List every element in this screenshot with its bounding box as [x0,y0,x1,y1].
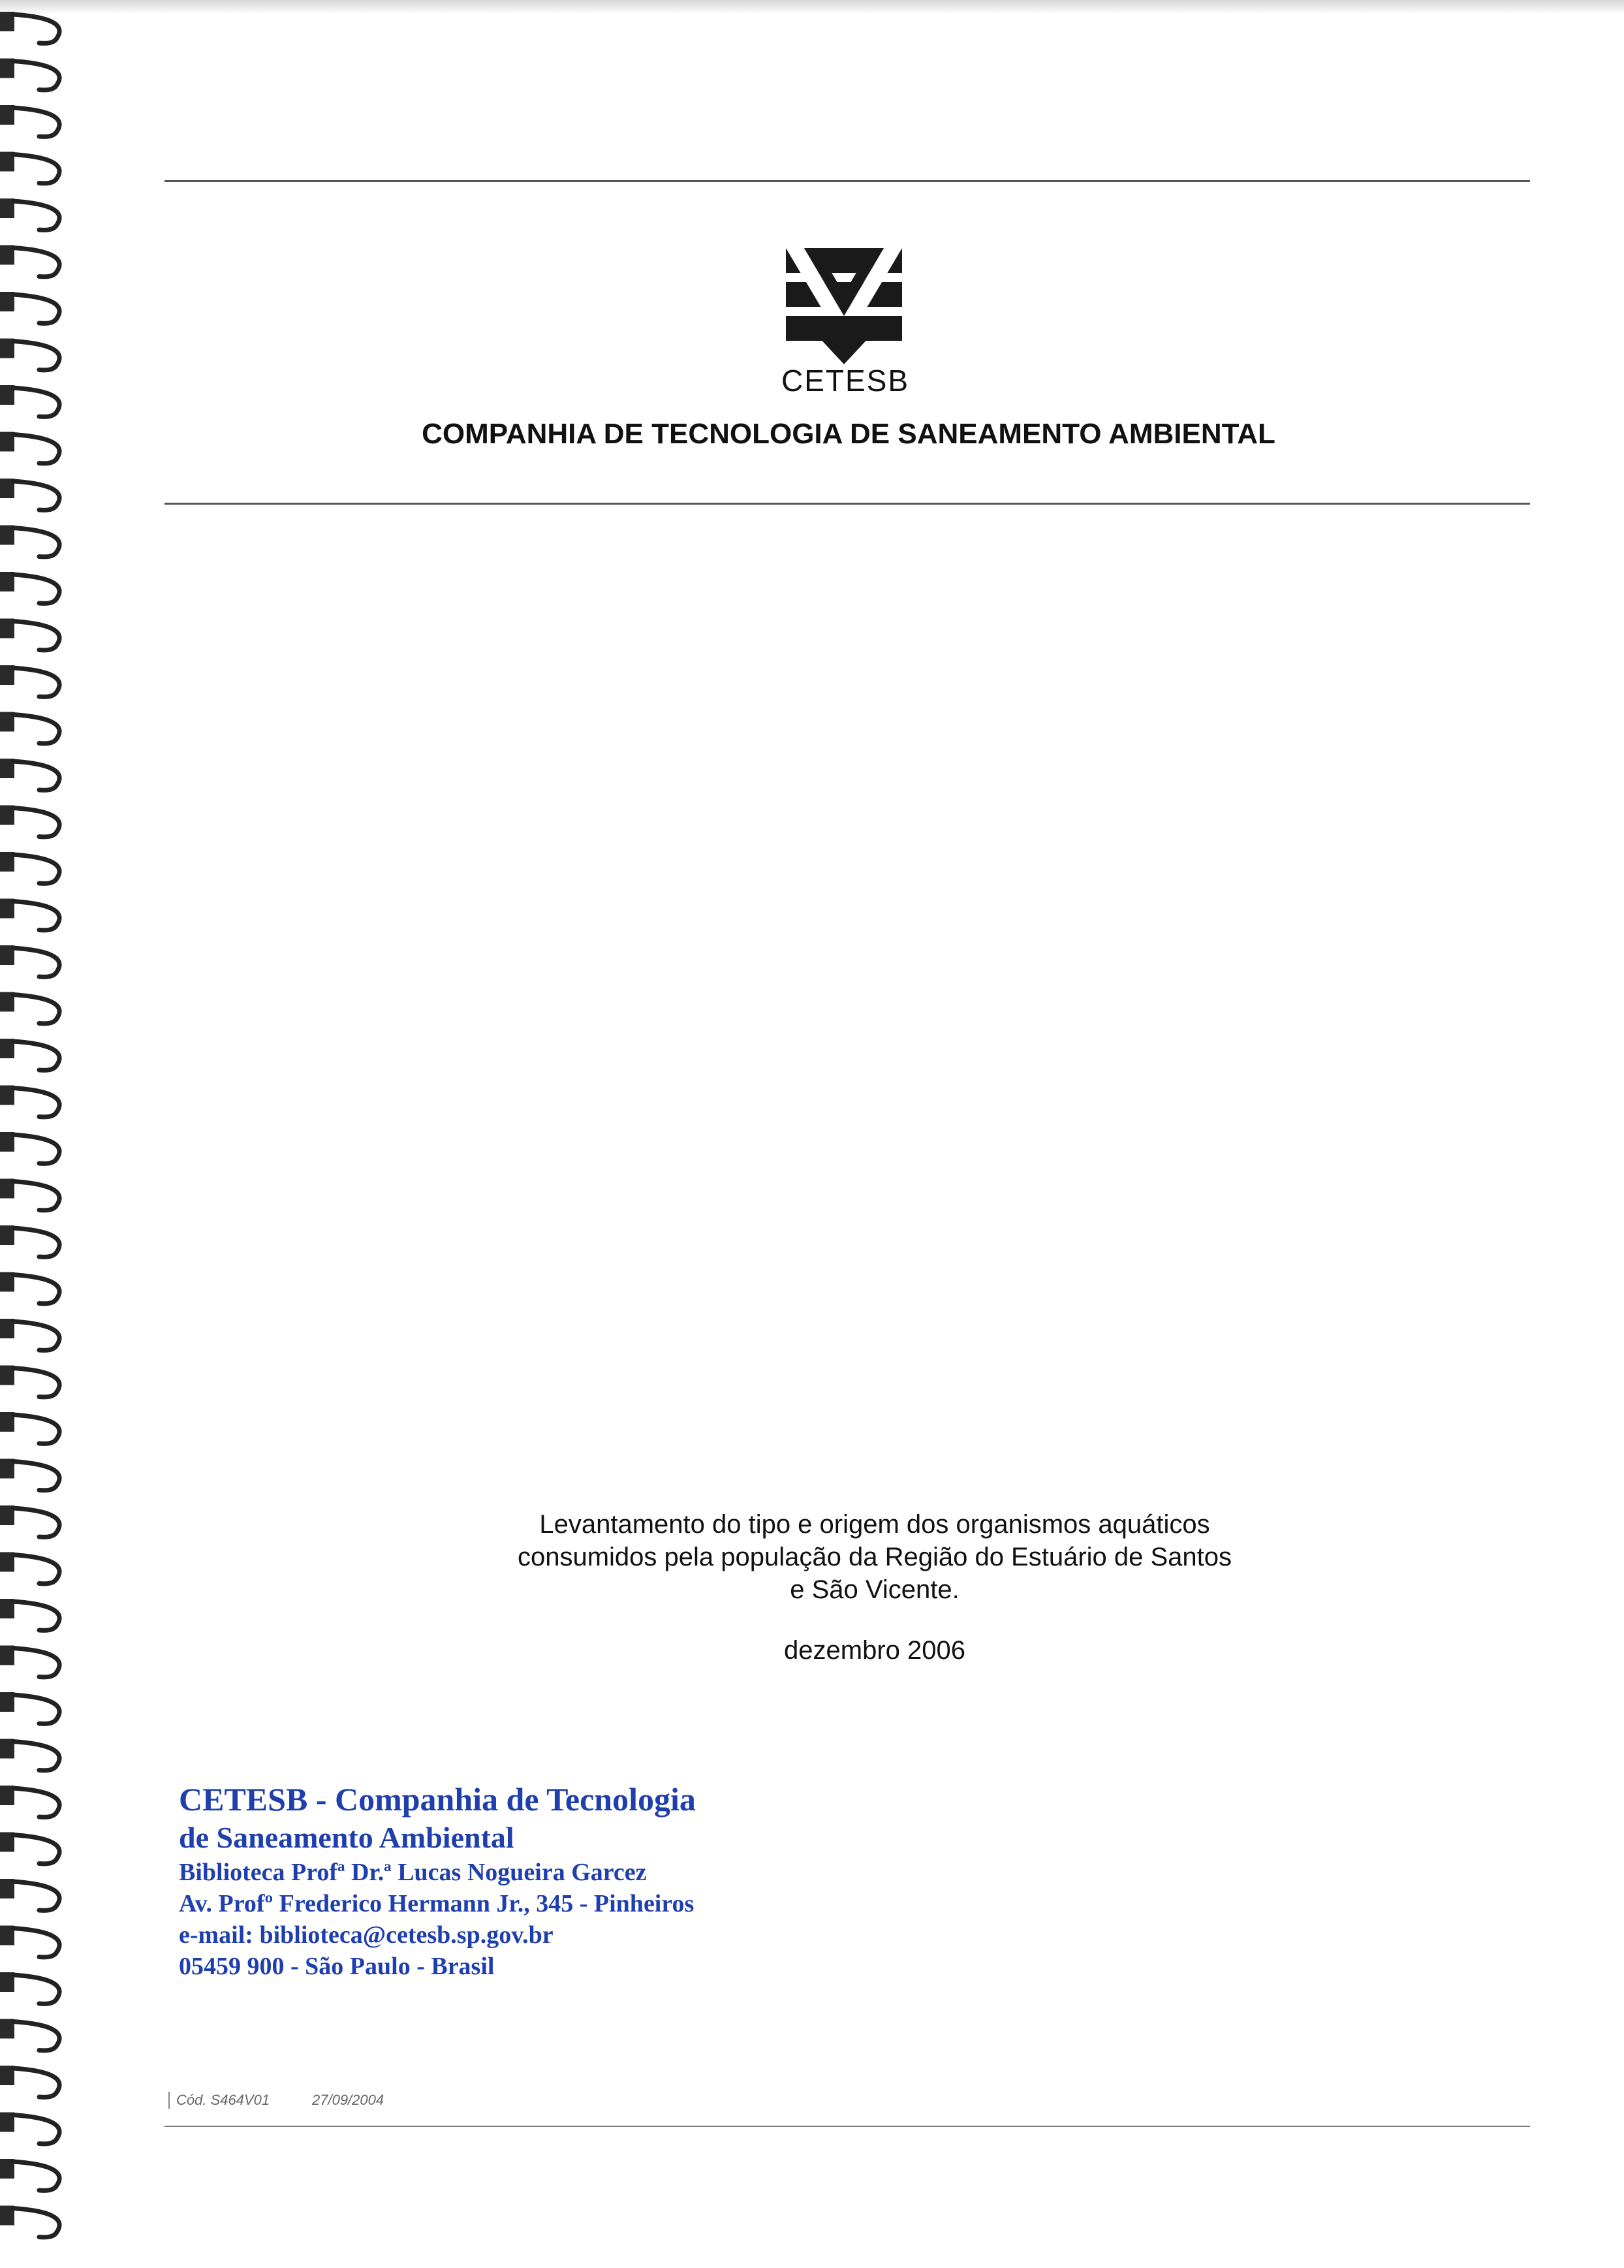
spiral-ring [0,1272,59,1304]
spiral-ring [0,1972,59,2004]
spiral-ring [0,1505,59,1537]
spiral-ring [0,1039,59,1070]
spiral-ring [0,105,59,136]
spiral-ring [0,1879,59,1910]
spiral-ring [0,2066,59,2097]
spiral-ring [0,572,59,603]
form-date: 27/09/2004 [312,2092,384,2108]
spiral-ring [0,1833,59,1864]
spiral-ring [0,1225,59,1257]
report-title-line: e São Vicente. [790,1575,960,1604]
spiral-ring [0,712,59,744]
logo-wordmark: CETESB [781,364,910,398]
form-code: Cód. S464V01 [168,2092,270,2109]
stamp-line: 05459 900 - São Paulo - Brasil [179,1953,495,1980]
stamp-line: de Saneamento Ambiental [179,1821,514,1854]
library-stamp [179,1780,766,1982]
spiral-ring [0,1599,59,1630]
report-date: dezembro 2006 [784,1636,965,1665]
top-divider [164,180,1530,182]
spiral-ring [0,152,59,183]
spiral-ring [0,1319,59,1350]
spiral-ring [0,1926,59,1957]
spiral-ring [0,59,59,90]
spiral-ring [0,12,59,43]
spiral-ring [0,1132,59,1163]
header-bottom-divider [164,503,1530,505]
scan-top-shadow [0,0,1624,14]
spiral-ring [0,1739,59,1771]
company-name: COMPANHIA DE TECNOLOGIA DE SANEAMENTO AMBIENTAL [422,418,1275,450]
spiral-ring [0,1179,59,1210]
spiral-ring [0,245,59,277]
report-title-line: consumidos pela população da Região do Estuário de Santos [517,1543,1232,1571]
spiral-ring [0,945,59,977]
stamp-line: CETESB - Companhia de Tecnologia [179,1781,696,1818]
spiral-ring [0,292,59,323]
spiral-ring [0,899,59,930]
spiral-ring [0,1459,59,1490]
spiral-ring [0,1646,59,1677]
spiral-ring [0,479,59,510]
spiral-ring [0,1366,59,1397]
spiral-ring [0,665,59,697]
spiral-ring [0,619,59,650]
spiral-ring [0,806,59,837]
spiral-ring [0,2113,59,2144]
spiral-ring [0,2206,59,2237]
spiral-ring [0,2019,59,2051]
footer-divider [164,2126,1530,2127]
stamp-line: e-mail: biblioteca@cetesb.sp.gov.br [179,1921,554,1949]
spiral-ring [0,1552,59,1584]
report-title-line: Levantamento do tipo e origem dos organismos aquáticos [539,1510,1210,1539]
stamp-line: Biblioteca Profª Dr.ª Lucas Nogueira Garcez [179,1859,647,1886]
spiral-ring [0,1786,59,1817]
spiral-ring [0,1412,59,1443]
report-title [392,1508,1358,1606]
spiral-ring [0,992,59,1024]
spiral-ring [0,2159,59,2190]
cetesb-logo-icon [786,248,902,364]
spiral-ring [0,339,59,370]
spiral-ring [0,759,59,790]
spiral-ring [0,385,59,417]
spiral-ring [0,432,59,464]
spiral-ring [0,1692,59,1724]
spiral-binding [0,0,72,2268]
spiral-ring [0,526,59,557]
spiral-ring [0,1086,59,1117]
spiral-ring [0,852,59,883]
stamp-line: Av. Profº Frederico Hermann Jr., 345 - Pinheiros [179,1890,695,1917]
spiral-ring [0,198,59,230]
